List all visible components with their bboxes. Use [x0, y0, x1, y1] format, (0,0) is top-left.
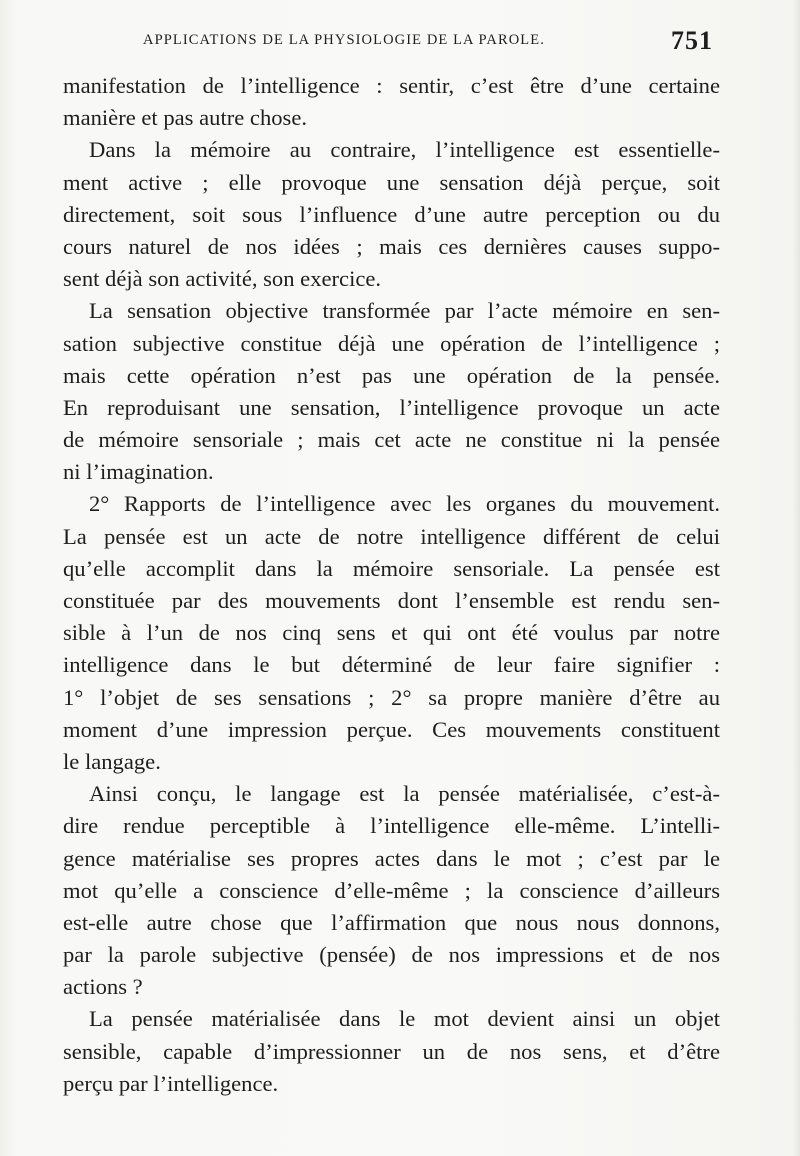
text-line: cours naturel de nos idées ; mais ces dernières causes suppo- [63, 233, 720, 259]
body-text [63, 70, 720, 1100]
text-line: intelligence dans le but déterminé de leur faire signifier : [63, 652, 720, 678]
text-line: ment active ; elle provoque une sensation déjà perçue, soit [63, 169, 720, 195]
text-line: 1° l’objet de ses sensations ; 2° sa propre manière d’être au [63, 684, 720, 710]
text-line: La pensée matérialisée dans le mot devient ainsi un objet [89, 1006, 720, 1032]
text-line: gence matérialise ses propres actes dans le mot ; c’est par le [63, 845, 720, 871]
text-line: est-elle autre chose que l’affirmation que nous nous donnons, [63, 909, 720, 935]
text-line: La pensée est un acte de notre intelligence différent de celui [63, 523, 720, 549]
text-line: de mémoire sensoriale ; mais cet acte ne constitue ni la pensée [63, 427, 720, 453]
text-line: ni l’imagination. [63, 459, 214, 485]
text-line: sensible, capable d’impressionner un de nos sens, et d’être [63, 1038, 720, 1064]
text-line: dire rendue perceptible à l’intelligence elle-même. L’intelli- [63, 813, 720, 839]
text-line: qu’elle accomplit dans la mémoire sensoriale. La pensée est [63, 555, 720, 581]
text-line: mais cette opération n’est pas une opération de la pensée. [63, 362, 720, 388]
running-title: APPLICATIONS DE LA PHYSIOLOGIE DE LA PAROLE. [143, 32, 545, 48]
text-line: moment d’une impression perçue. Ces mouvements constituent [63, 716, 720, 742]
text-line: directement, soit sous l’influence d’une autre perception ou du [63, 201, 720, 227]
text-line: Ainsi conçu, le langage est la pensée matérialisée, c’est-à- [89, 781, 720, 807]
text-line: manière et pas autre chose. [63, 105, 308, 131]
text-line: En reproduisant une sensation, l’intelligence provoque un acte [63, 394, 720, 420]
text-line: mot qu’elle a conscience d’elle-même ; la conscience d’ailleurs [63, 877, 720, 903]
text-line: manifestation de l’intelligence : sentir, c’est être d’une certaine [63, 73, 720, 98]
text-line: sent déjà son activité, son exercice. [63, 266, 382, 292]
section-heading-line: 2° Rapports de l’intelligence avec les organes du mouvement. [89, 491, 720, 517]
text-line: sible à l’un de nos cinq sens et qui ont été voulus par notre [63, 620, 720, 646]
text-line: par la parole subjective (pensée) de nos impressions et de nos [63, 942, 720, 968]
text-line: le langage. [63, 748, 161, 774]
text-line: perçu par l’intelligence. [63, 1070, 279, 1096]
page-number: 751 [671, 26, 713, 55]
text-line: constituée par des mouvements dont l’ensemble est rendu sen- [63, 588, 720, 613]
text-line: Dans la mémoire au contraire, l’intelligence est essentielle- [89, 137, 720, 163]
page-edge-shadow [792, 0, 800, 1156]
text-line: actions ? [63, 974, 143, 1000]
text-line: La sensation objective transformée par l’acte mémoire en sen- [89, 298, 720, 324]
text-line: sation subjective constitue déjà une opération de l’intelligence ; [63, 330, 720, 356]
running-head [143, 26, 713, 60]
